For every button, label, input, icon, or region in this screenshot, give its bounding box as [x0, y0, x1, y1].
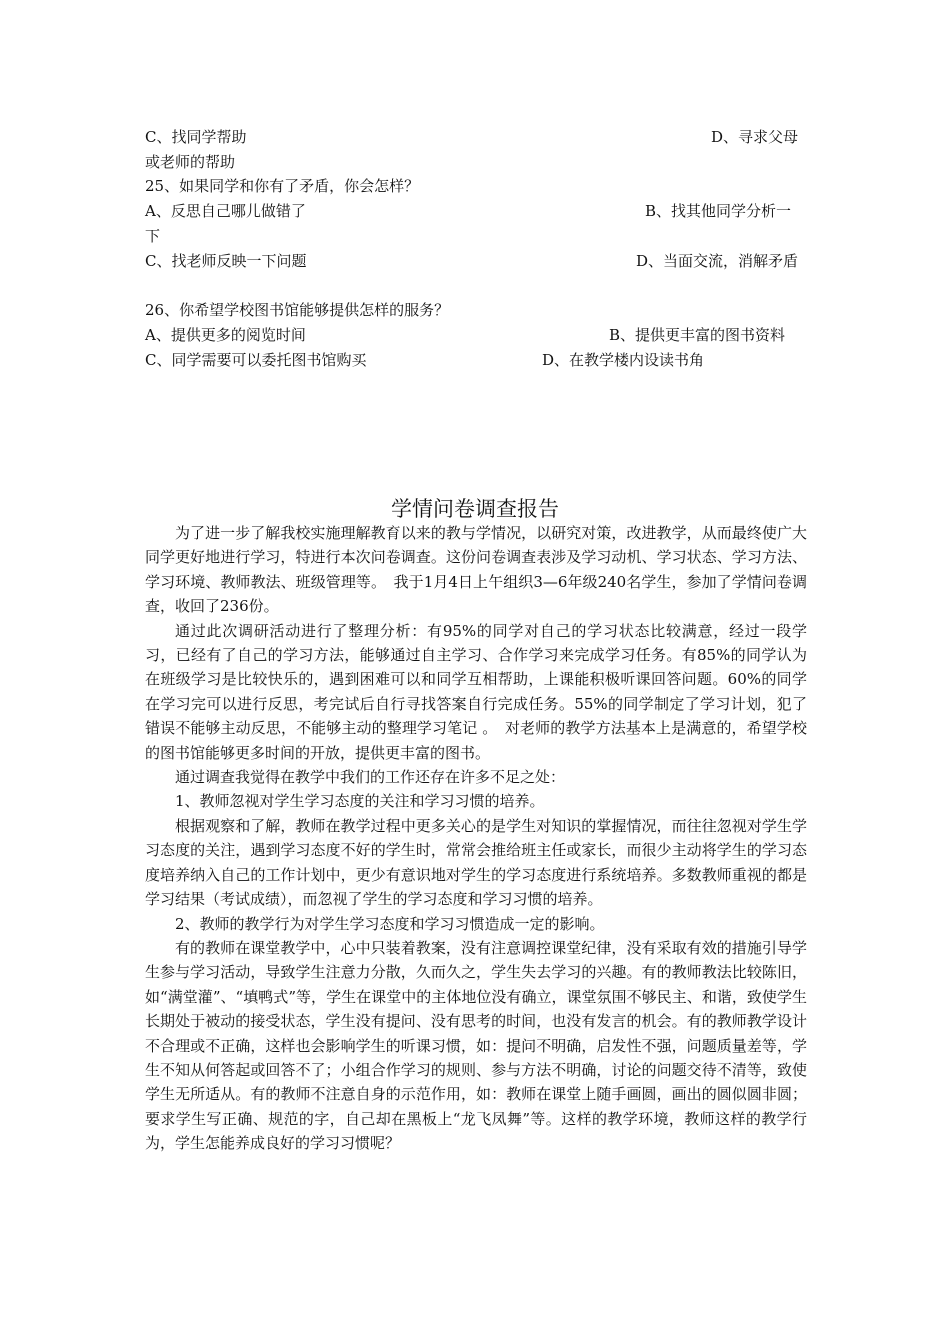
q24-option-d: D、寻求父母 — [711, 128, 799, 146]
report-paragraph-intro: 为了进一步了解我校实施理解教育以来的教与学情况，以研究对策，改进教学，从而最终使广大同学更好地进行学习，特进行本次问卷调查。这份问卷调查表涉及学习动机、学习状态、学习方法、学习环境、教师教法、班级管理等。 我于1月4日上午组织3—6年级240名学生，参加了学情问卷调查，收回了236份。 — [145, 524, 807, 616]
q25-option-a: A、反思自己哪儿做错了 — [145, 202, 306, 220]
q26-option-a: A、提供更多的阅览时间 — [145, 326, 306, 344]
q26-question: 26、你希望学校图书馆能够提供怎样的服务？ — [145, 301, 450, 319]
q25-question: 25、如果同学和你有了矛盾，你会怎样？ — [145, 177, 420, 195]
q25-option-d: D、当面交流，消解矛盾 — [636, 252, 799, 270]
report-title: 学情问卷调查报告 — [391, 497, 559, 521]
q26-option-c: C、同学需要可以委托图书馆购买 — [145, 351, 367, 369]
q26-option-d: D、在教学楼内设读书角 — [542, 351, 705, 369]
q24-option-d-continued: 或老师的帮助 — [145, 153, 236, 171]
q25-option-b-continued: 下 — [145, 227, 161, 245]
report-heading-point-1: 1、教师忽视对学生学习态度的关注和学习习惯的培养。 — [175, 792, 545, 811]
q25-option-c: C、找老师反映一下问题 — [145, 252, 307, 270]
report-paragraph-point-2: 有的教师在课堂教学中，心中只装着教案，没有注意调控课堂纪律，没有采取有效的措施引导学生参与学习活动，导致学生注意力分散，久而久之，学生失去学习的兴趣。有的教师教法比较陈旧，如“满堂灌”、“填鸭式”等，学生在课堂中的主体地位没有确立，课堂氛围不够民主、和谐，致使学生长期处于被动的接受状态，学生没有提问、没有思考的时间，也没有发言的机会。有的教师教学设计不合理或不正确，这样也会影响学生的听课习惯，如：提问不明确，启发性不强，问题质量差等，学生不知从何答起或回答不了；小组合作学习的规则、参与方法不明确，讨论的问题交待不清等，致使学生无所适从。有的教师不注意自身的示范作用，如：教师在课堂上随手画圆，画出的圆似圆非圆；要求学生写正确、规范的字，自己却在黑板上“龙飞凤舞”等。这样的教学环境，教师这样的教学行为，学生怎能养成良好的学习习惯呢？ — [145, 938, 807, 1153]
q26-option-b: B、提供更丰富的图书资料 — [609, 326, 786, 344]
q25-option-b: B、找其他同学分析一 — [645, 202, 792, 220]
report-heading-point-2: 2、教师的教学行为对学生学习态度和学习习惯造成一定的影响。 — [175, 914, 605, 933]
report-paragraph-analysis: 通过此次调研活动进行了整理分析：有95%的同学对自己的学习状态比较满意，经过一段学习，已经有了自己的学习方法，能够通过自主学习、合作学习来完成学习任务。有85%的同学认为在班级学习是比较快乐的，遇到困难可以和同学互相帮助，上课能积极听课回答问题。60%的同学在学习完可以进行反思，考完试后自行寻找答案自行完成任务。55%的同学制定了学习计划，犯了错误不能够主动反思，不能够主动的整理学习笔记 。 对老师的教学方法基本上是满意的，希望学校的图书馆能够更多时间的开放，提供更丰富的图书。 — [145, 621, 807, 762]
q24-option-c: C、找同学帮助 — [145, 128, 247, 146]
report-paragraph-shortcomings: 通过调查我觉得在教学中我们的工作还存在许多不足之处： — [175, 768, 566, 787]
report-body — [145, 521, 807, 1156]
report-paragraph-point-1: 根据观察和了解，教师在教学过程中更多关心的是学生对知识的掌握情况，而往往忽视对学生学习态度的关注，遇到学习态度不好的学生时，常常会推给班主任或家长，而很少主动将学生的学习态度培养纳入自己的工作计划中，更少有意识地对学生的学习态度进行系统培养。多数教师重视的都是学习结果（考试成绩），而忽视了学生的学习态度和学习习惯的培养。 — [145, 816, 807, 909]
